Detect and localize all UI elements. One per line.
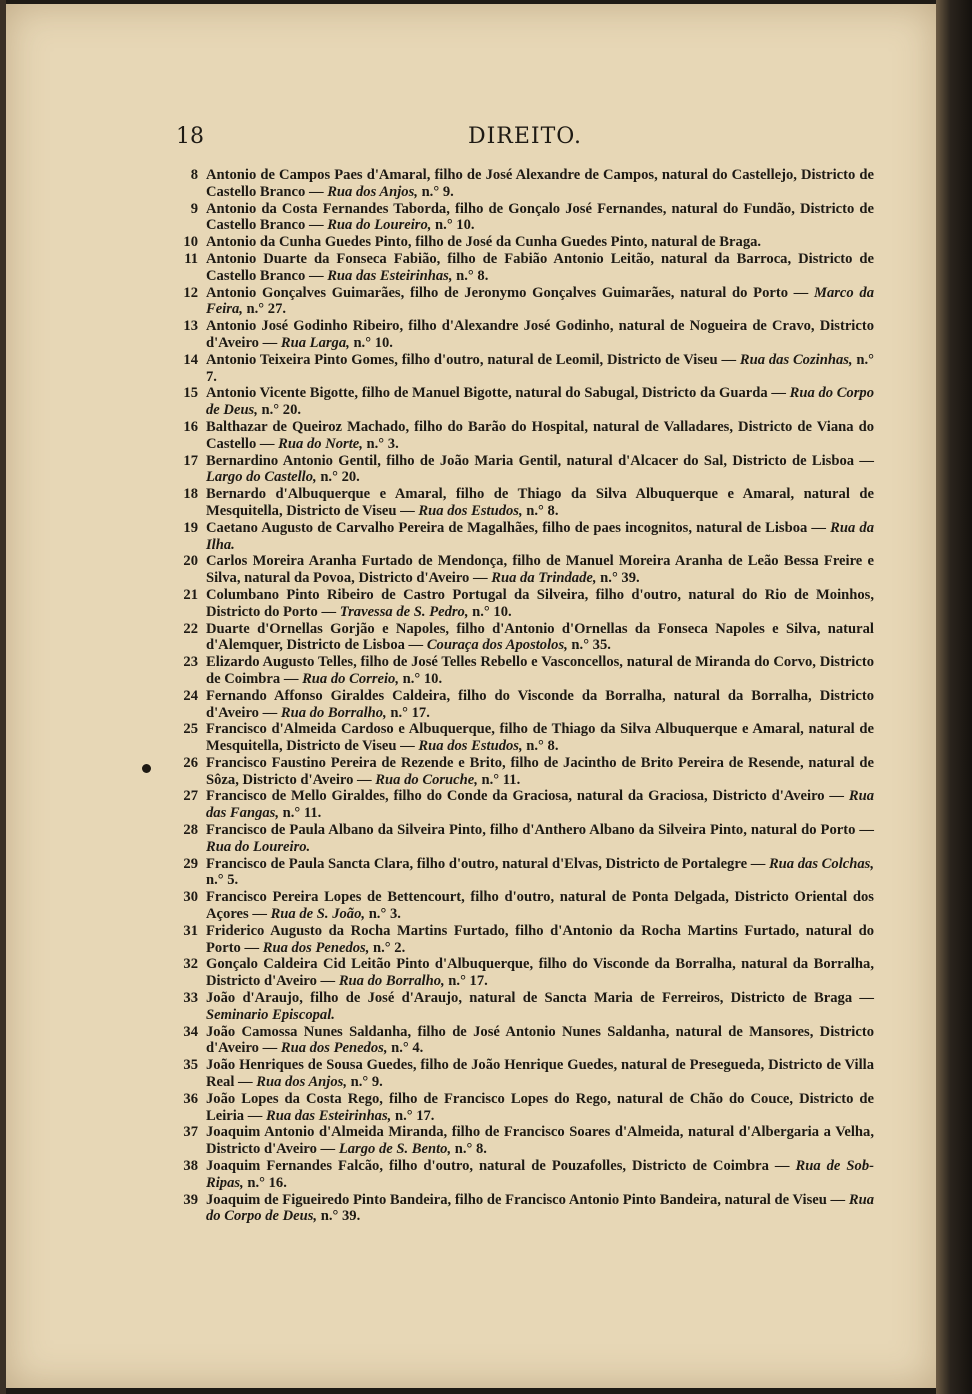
entry-number: 19 — [183, 519, 198, 536]
entry-number: 26 — [183, 754, 198, 771]
entry-number: 10 — [183, 234, 198, 251]
list-item — [176, 1024, 874, 1058]
list-item — [176, 520, 874, 554]
entry-street: Travessa de S. Pedro, — [339, 603, 469, 620]
entry-number: 37 — [183, 1124, 198, 1141]
entry-street: Rua do Corpo de Deus, — [206, 385, 875, 419]
entry-street: Rua das Colchas, — [768, 855, 874, 872]
entry-house-number: n.° 20. — [257, 402, 302, 419]
entry-street: Rua dos Anjos, — [256, 1074, 347, 1091]
entry-house-number: n.° 5. — [206, 872, 239, 889]
list-item — [176, 721, 874, 755]
entry-house-number: n.° 3. — [362, 435, 399, 452]
entry-text: Duarte d'Ornellas Gorjão e Napoles, filho d'Antonio d'Ornellas da Fonseca Napoles e Silva, natural d'Alemquer, Districto de Lisboa — — [206, 620, 874, 654]
list-item — [176, 486, 874, 520]
entry-street: Rua Larga, — [280, 334, 350, 351]
entry-street: Rua dos Estudos, — [418, 738, 523, 755]
entry-text: Columbano Pinto Ribeiro de Castro Portugal da Silveira, filho d'outro, natural do Rio de Moinhos, Districto do Porto — — [206, 586, 874, 620]
page-number: 18 — [176, 124, 204, 149]
entry-number: 8 — [190, 167, 198, 183]
list-item — [176, 385, 874, 419]
list-item — [176, 1091, 874, 1125]
entry-house-number: n.° 35. — [567, 637, 611, 654]
entry-text: Antonio Duarte da Fonseca Fabião, filho de Fabião Antonio Leitão, natural da Barroca, Districto de Castello Branco — — [206, 250, 874, 284]
entry-house-number: n.° 8. — [451, 1141, 487, 1158]
entry-house-number: n.° 3. — [365, 906, 401, 923]
entry-street: Marco da Feira, — [206, 284, 874, 318]
entry-number: 12 — [183, 284, 198, 301]
entry-text: João Camossa Nunes Saldanha, filho de José Antonio Nunes Saldanha, natural de Mansores, Districto d'Aveiro — — [206, 1023, 874, 1057]
entry-street: Rua do Norte, — [278, 435, 363, 452]
entry-number: 34 — [183, 1023, 198, 1040]
entry-house-number: n.° 39. — [317, 1208, 361, 1225]
entry-number: 21 — [183, 586, 198, 603]
entry-street: Rua do Coruche, — [375, 771, 478, 788]
list-item — [176, 318, 874, 352]
entry-house-number: n.° 9. — [346, 1074, 383, 1091]
list-item — [176, 889, 874, 923]
list-item — [176, 251, 874, 285]
entry-street: Largo de S. Bento, — [338, 1141, 452, 1158]
entry-text: Antonio Vicente Bigotte, filho de Manuel Bigotte, natural do Sabugal, Districto da Guarda — — [206, 385, 790, 402]
entry-house-number: n.° 4. — [387, 1040, 424, 1057]
entry-street: Rua do Corpo de Deus, — [206, 1191, 874, 1225]
entry-street: Rua do Borralho, — [338, 973, 445, 990]
entry-house-number: n.° 11. — [279, 805, 322, 822]
entry-text: João Henriques de Sousa Guedes, filho de João Henrique Guedes, natural de Presegueda, Districto de Villa Real — — [206, 1057, 874, 1091]
running-head: DIREITO. — [467, 124, 583, 149]
entry-street: Rua do Borralho, — [280, 704, 387, 721]
entry-number: 9 — [190, 200, 198, 217]
list-item — [176, 234, 874, 251]
entry-text: Bernardino Antonio Gentil, filho de João Maria Gentil, natural d'Alcacer do Sal, Districto de Lisboa — — [206, 452, 874, 469]
entry-number: 30 — [183, 889, 198, 906]
list-item — [176, 167, 874, 201]
list-item — [176, 352, 874, 386]
entry-number: 29 — [183, 855, 198, 872]
entry-text: Joaquim de Figueiredo Pinto Bandeira, filho de Francisco Antonio Pinto Bandeira, natural de Viseu — — [206, 1191, 849, 1208]
list-item — [176, 956, 874, 990]
entry-house-number: n.° 7. — [206, 351, 875, 385]
list-item — [176, 788, 874, 822]
entry-text: Caetano Augusto de Carvalho Pereira de Magalhães, filho de paes incognitos, natural de Lisboa — — [206, 519, 831, 536]
entry-text: João d'Araujo, filho de José d'Araujo, natural de Sancta Maria de Ferreiros, Districto de Braga — — [206, 990, 874, 1007]
entry-street: Rua das Esteirinhas, — [266, 1107, 392, 1124]
entry-number: 20 — [183, 553, 198, 570]
entry-text: Antonio de Campos Paes d'Amaral, filho de José Alexandre de Campos, natural do Castellejo, Districto de Castello Branco — — [206, 167, 874, 200]
list-item — [176, 1158, 874, 1192]
entry-number: 38 — [183, 1158, 198, 1175]
entry-street: Rua dos Estudos, — [418, 502, 523, 519]
entry-street: Rua das Fangas, — [206, 788, 874, 822]
entry-house-number: n.° 17. — [391, 1107, 435, 1124]
entry-house-number: n.° 17. — [386, 704, 430, 721]
entry-text: Antonio da Costa Fernandes Taborda, filho de Gonçalo José Fernandes, natural do Fundão, Districto de Castello Branco — — [206, 200, 874, 234]
list-item — [176, 1192, 874, 1226]
entry-house-number: n.° 8. — [452, 267, 489, 284]
entry-text: Bernardo d'Albuquerque e Amaral, filho de Thiago da Silva Albuquerque e Amaral, natural de Mesquitella, Districto de Viseu — — [206, 486, 874, 519]
list-item — [176, 285, 874, 319]
entry-number: 15 — [183, 385, 198, 402]
page-header — [176, 124, 874, 158]
entry-text: Fernando Affonso Giraldes Caldeira, filho do Visconde da Borralha, natural da Borralha, Districto d'Aveiro — — [206, 687, 874, 721]
entry-house-number: n.° 16. — [243, 1174, 287, 1191]
entry-street: Rua das Cozinhas, — [739, 351, 853, 368]
entry-street: Seminario Episcopal. — [206, 1006, 335, 1023]
entry-number: 18 — [183, 486, 198, 503]
entry-number: 16 — [183, 418, 198, 435]
entry-street: Rua do Correio, — [302, 670, 399, 687]
entry-text: Elizardo Augusto Telles, filho de José Telles Rebello e Vasconcellos, natural de Miranda do Corvo, Districto de Coimbra — — [206, 654, 874, 687]
entry-text: Francisco de Paula Sancta Clara, filho d'outro, natural d'Elvas, Districto de Portalegre — — [206, 855, 769, 872]
entry-house-number: n.° 11. — [477, 771, 521, 788]
entry-street: Rua da Trindade, — [491, 570, 597, 587]
entry-number: 33 — [183, 990, 198, 1007]
entry-text: Francisco d'Almeida Cardoso e Albuquerque, filho de Thiago da Silva Albuquerque e Amaral, natural de Mesquitella, Districto de Viseu — — [206, 721, 874, 755]
entry-house-number: n.° 10. — [349, 334, 393, 351]
entry-number: 23 — [183, 654, 198, 671]
entry-text: Balthazar de Queiroz Machado, filho do Barão do Hospital, natural de Valladares, Districto de Viana do Castello — — [206, 418, 874, 452]
entry-house-number: n.° 39. — [596, 570, 640, 587]
entry-text: Antonio José Godinho Ribeiro, filho d'Alexandre José Godinho, natural de Nogueira de Cravo, Districto d'Aveiro — — [206, 318, 874, 351]
entry-number: 24 — [183, 687, 198, 704]
entry-street: Largo do Castello, — [206, 469, 317, 486]
entry-house-number: n.° 27. — [242, 301, 287, 318]
entry-number: 39 — [183, 1191, 198, 1208]
list-item — [176, 553, 874, 587]
entry-text: Francisco de Mello Giraldes, filho do Conde da Graciosa, natural da Graciosa, Districto d'Aveiro — — [206, 788, 849, 805]
entry-street: Rua dos Penedos, — [280, 1040, 388, 1057]
entry-text: Antonio da Cunha Guedes Pinto, filho de José da Cunha Guedes Pinto, natural de Braga. — [206, 234, 762, 251]
student-list — [176, 167, 874, 1225]
entry-text: Francisco de Paula Albano da Silveira Pinto, filho d'Anthero Albano da Silveira Pinto, natural do Porto — — [206, 822, 874, 839]
entry-house-number: n.° 10. — [431, 217, 475, 234]
ink-spot — [142, 764, 151, 773]
list-item — [176, 856, 874, 890]
list-item — [176, 822, 874, 856]
list-item — [176, 990, 874, 1024]
entry-house-number: n.° 17. — [444, 973, 488, 990]
entry-number: 32 — [183, 956, 198, 973]
entry-street: Rua do Loureiro, — [327, 217, 432, 234]
entry-number: 28 — [183, 822, 198, 839]
entry-text: João Lopes da Costa Rego, filho de Francisco Lopes do Rego, natural de Chão do Couce, Districto de Leiria — — [206, 1090, 874, 1124]
list-item — [176, 587, 874, 621]
entry-house-number: n.° 8. — [522, 502, 559, 519]
entry-street: Rua dos Anjos, — [327, 183, 418, 200]
entry-number: 35 — [183, 1057, 198, 1074]
list-item — [176, 621, 874, 655]
entry-house-number: n.° 20. — [316, 469, 360, 486]
list-item — [176, 1124, 874, 1158]
entry-text: Carlos Moreira Aranha Furtado de Mendonça, filho de Manuel Moreira Aranha de Leão Bessa Freire e Silva, natural da Povoa, Districto d'Aveiro — — [206, 553, 874, 587]
entry-street: Rua do Loureiro. — [206, 838, 311, 855]
entry-text: Antonio Gonçalves Guimarães, filho de Jeronymo Gonçalves Guimarães, natural do Porto — — [206, 284, 814, 301]
entry-house-number: n.° 2. — [369, 939, 406, 956]
entry-number: 14 — [183, 351, 198, 368]
entry-house-number: n.° 10. — [468, 603, 512, 620]
entry-text: Joaquim Fernandes Falcão, filho d'outro, natural de Pouzafolles, Districto de Coimbra — — [206, 1158, 796, 1175]
entry-text: Antonio Teixeira Pinto Gomes, filho d'outro, natural de Leomil, Districto de Viseu — — [206, 351, 740, 368]
entry-text: Francisco Faustino Pereira de Rezende e Brito, filho de Jacintho de Brito Pereira de Resende, natural de Sôza, Districto d'Aveiro — — [206, 754, 874, 788]
entry-number: 11 — [184, 250, 198, 267]
entry-number: 13 — [183, 318, 198, 335]
list-item — [176, 688, 874, 722]
entry-number: 22 — [183, 620, 198, 637]
entry-street: Rua dos Penedos, — [262, 939, 370, 956]
list-item — [176, 453, 874, 487]
entry-street: Couraça dos Apostolos, — [426, 637, 568, 654]
entry-text: Gonçalo Caldeira Cid Leitão Pinto d'Albuquerque, filho do Visconde da Borralha, natural da Borralha, Districto d'Aveiro — — [206, 956, 874, 990]
entry-number: 17 — [183, 452, 198, 469]
entry-text: Joaquim Antonio d'Almeida Miranda, filho de Francisco Soares d'Almeida, natural d'Albergaria a Velha, Districto d'Aveiro — — [206, 1124, 874, 1158]
list-item — [176, 1057, 874, 1091]
entry-number: 31 — [183, 922, 198, 939]
list-item — [176, 419, 874, 453]
entry-number: 36 — [183, 1090, 198, 1107]
entry-text: Friderico Augusto da Rocha Martins Furtado, filho d'Antonio da Rocha Martins Furtado, natural do Porto — — [206, 922, 874, 956]
entry-text: Francisco Pereira Lopes de Bettencourt, filho d'outro, natural de Ponta Delgada, Districto Oriental dos Açores — — [206, 889, 874, 923]
entry-street: Rua de S. João, — [270, 906, 366, 923]
list-item — [176, 755, 874, 789]
list-item — [176, 654, 874, 688]
entry-street: Rua da Ilha. — [206, 519, 874, 553]
entry-number: 25 — [183, 721, 198, 738]
list-item — [176, 201, 874, 235]
entry-house-number: n.° 10. — [398, 670, 443, 687]
entry-house-number: n.° 9. — [417, 183, 454, 200]
entry-number: 27 — [183, 788, 198, 805]
entry-house-number: n.° 8. — [522, 738, 559, 755]
list-item — [176, 923, 874, 957]
book-spine-shadow — [936, 0, 972, 1394]
entry-street: Rua de Sob-Ripas, — [206, 1158, 874, 1191]
entry-street: Rua das Esteirinhas, — [327, 267, 453, 284]
